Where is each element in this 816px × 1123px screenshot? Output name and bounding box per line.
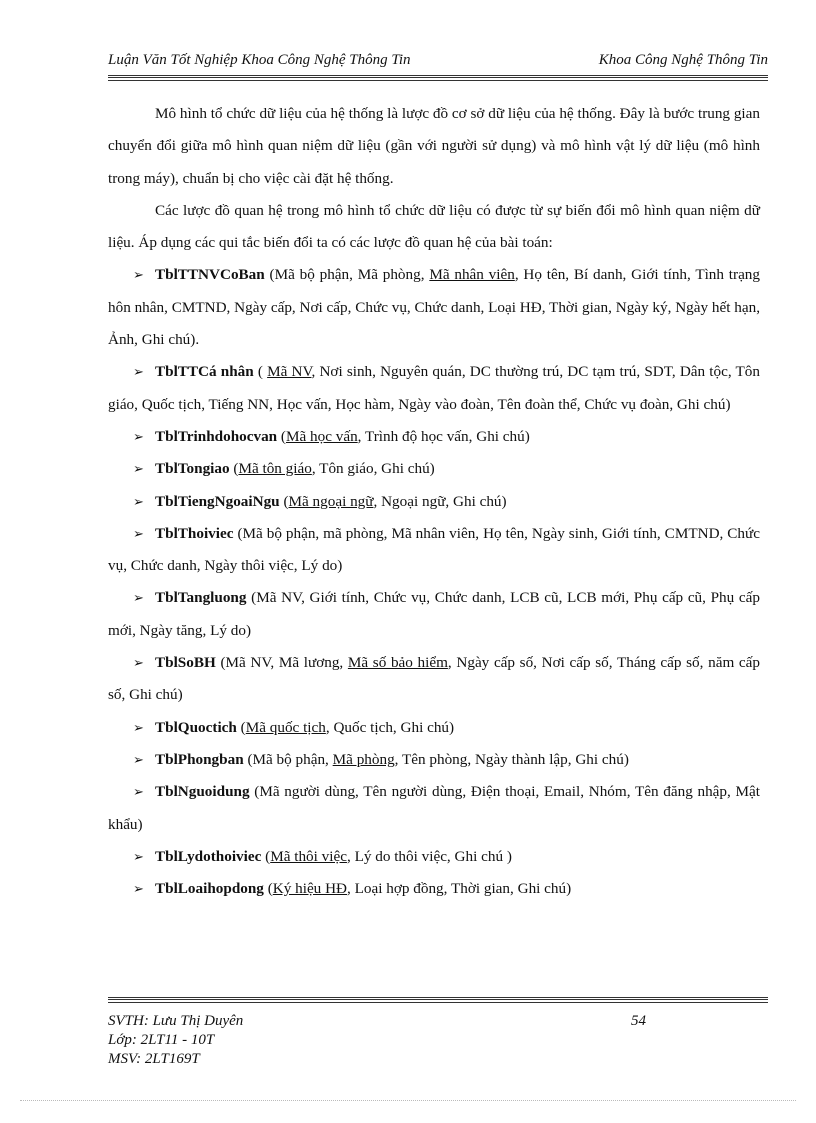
relation-item: [108, 421, 760, 453]
relation-attributes: (: [279, 492, 289, 510]
header-left-text: Luận Văn Tốt Nghiệp Khoa Công Nghệ Thông Tin: [108, 52, 411, 68]
relation-item: [108, 259, 760, 356]
relation-attributes-rest: , Quốc tịch, Ghi chú): [325, 718, 455, 736]
relation-item: [108, 647, 760, 712]
relation-item: [108, 582, 760, 647]
arrow-bullet-icon: ➢: [133, 493, 144, 509]
relation-name: TblTTNVCoBan: [155, 266, 265, 284]
relation-attributes: (: [229, 460, 239, 478]
arrow-bullet-icon: ➢: [133, 751, 144, 767]
relation-name: TblTiengNgoaiNgu: [155, 492, 280, 510]
relation-attributes: (Mã NV, Giới tính, Chức vụ, Chức danh, LCB cũ, LCB mới, Phụ cấp cũ, Phụ cấp mới, Ngày tăng, Lý do): [108, 589, 760, 639]
primary-key: Mã thôi việc: [270, 847, 347, 865]
relation-name: TblQuoctich: [155, 718, 237, 736]
relation-name: TblLydothoiviec: [155, 847, 262, 865]
relation-name: TblThoiviec: [155, 524, 234, 542]
relation-item: [108, 712, 760, 744]
relation-attributes-rest: , Ngoại ngữ, Ghi chú): [373, 492, 507, 510]
relation-item: [108, 776, 760, 841]
relation-attributes: (: [261, 847, 271, 865]
relation-name: TblPhongban: [155, 750, 244, 768]
primary-key: Mã nhân viên: [429, 266, 515, 284]
primary-key: Mã số bảo hiểm: [347, 654, 448, 672]
primary-key: Mã NV: [267, 363, 312, 381]
relation-name: TblTongiao: [155, 460, 230, 478]
primary-key: Ký hiệu HĐ: [272, 880, 348, 898]
relation-attributes-rest: , Tên phòng, Ngày thành lập, Ghi chú): [394, 750, 629, 768]
page-footer: [108, 1012, 768, 1069]
relation-name: TblNguoidung: [155, 783, 250, 801]
arrow-bullet-icon: ➢: [133, 590, 144, 606]
relation-attributes: (: [236, 718, 246, 736]
arrow-bullet-icon: ➢: [133, 784, 144, 800]
relation-attributes: (Mã bộ phận, mã phòng, Mã nhân viên, Họ tên, Ngày sinh, Giới tính, CMTND, Chức vụ, Chức danh, Ngày thôi việc, Lý do): [108, 524, 760, 575]
arrow-bullet-icon: ➢: [133, 881, 144, 897]
arrow-bullet-icon: ➢: [133, 364, 144, 380]
relation-item: [108, 873, 760, 905]
page-number: 54: [631, 1013, 646, 1029]
relation-item: [108, 841, 760, 873]
relation-attributes-rest: , Nơi sinh, Nguyên quán, DC thường trú, DC tạm trú, SDT, Dân tộc, Tôn giáo, Quốc tịch, Tiếng NN, Học vấn, Học hàm, Ngày vào đoàn, Tên đoàn thể, Chức vụ đoàn, Ghi chú): [108, 363, 760, 413]
relation-attributes: (Mã người dùng, Tên người dùng, Điện thoại, Email, Nhóm, Tên đăng nhập, Mật khẩu): [108, 783, 760, 833]
primary-key: Mã tôn giáo: [238, 460, 312, 478]
relation-name: TblTTCá nhân: [155, 363, 254, 381]
arrow-bullet-icon: ➢: [133, 655, 144, 671]
arrow-bullet-icon: ➢: [133, 461, 144, 477]
relation-attributes: (: [263, 880, 273, 898]
footer-class: Lớp: 2LT11 - 10T: [108, 1032, 215, 1048]
relation-list: [108, 259, 760, 905]
relation-attributes: (Mã bộ phận, Mã phòng,: [264, 266, 430, 284]
relation-item: [108, 518, 760, 583]
relation-name: TblTrinhdohocvan: [155, 427, 278, 445]
relation-attributes-rest: , Loại hợp đồng, Thời gian, Ghi chú): [347, 880, 572, 898]
relation-item: [108, 486, 760, 518]
intro-paragraph-2: Các lược đồ quan hệ trong mô hình tổ chức dữ liệu có được từ sự biến đổi mô hình quan niệm dữ liệu. Áp dụng các qui tắc biến đổi ta có các lược đồ quan hệ của bài toán:: [108, 201, 760, 252]
relation-attributes: (Mã bộ phận,: [243, 750, 333, 768]
primary-key: Mã học vấn: [285, 427, 358, 445]
primary-key: Mã phòng: [332, 750, 395, 768]
footer-student-id: MSV: 2LT169T: [108, 1051, 200, 1067]
relation-attributes-rest: , Họ tên, Bí danh, Giới tính, Tình trạng hôn nhân, CMTND, Ngày cấp, Nơi cấp, Chức vụ, Chức danh, Loại HĐ, Thời gian, Ngày ký, Ngày hết hạn, Ảnh, Ghi chú).: [108, 266, 760, 349]
arrow-bullet-icon: ➢: [133, 719, 144, 735]
page-border-dots: [20, 1100, 796, 1101]
relation-attributes: (: [277, 427, 286, 445]
relation-attributes-rest: , Ngày cấp số, Nơi cấp số, Tháng cấp số, năm cấp số, Ghi chú): [108, 654, 760, 704]
relation-attributes-rest: , Lý do thôi việc, Ghi chú ): [346, 847, 512, 865]
arrow-bullet-icon: ➢: [133, 848, 144, 864]
relation-item: [108, 356, 760, 421]
relation-name: TblSoBH: [155, 654, 216, 672]
relation-name: TblTangluong: [155, 589, 247, 607]
arrow-bullet-icon: ➢: [133, 428, 144, 444]
relation-name: TblLoaihopdong: [155, 880, 264, 898]
primary-key: Mã quốc tịch: [245, 718, 326, 736]
header-rule: [108, 75, 768, 81]
relation-attributes-rest: , Tôn giáo, Ghi chú): [311, 460, 435, 478]
footer-rule: [108, 997, 768, 1003]
arrow-bullet-icon: ➢: [133, 267, 144, 283]
intro-paragraph-1: Mô hình tổ chức dữ liệu của hệ thống là lược đồ cơ sở dữ liệu của hệ thống. Đây là bước trung gian chuyển đổi giữa mô hình quan niệm dữ liệu (gần với người sử dụng) và mô hình vật lý dữ liệu (mô hình trong máy), chuẩn bị cho việc cài đặt hệ thống.: [108, 105, 760, 187]
header-right-text: Khoa Công Nghệ Thông Tin: [598, 52, 768, 68]
document-body: [108, 98, 760, 905]
relation-attributes: (: [253, 363, 268, 381]
footer-student: SVTH: Lưu Thị Duyên: [108, 1013, 244, 1029]
arrow-bullet-icon: ➢: [133, 525, 144, 541]
relation-attributes: (Mã NV, Mã lương,: [215, 654, 348, 672]
relation-attributes-rest: , Trình độ học vấn, Ghi chú): [357, 427, 530, 445]
primary-key: Mã ngoại ngữ: [288, 492, 374, 510]
relation-item: [108, 744, 760, 776]
relation-item: [108, 453, 760, 485]
